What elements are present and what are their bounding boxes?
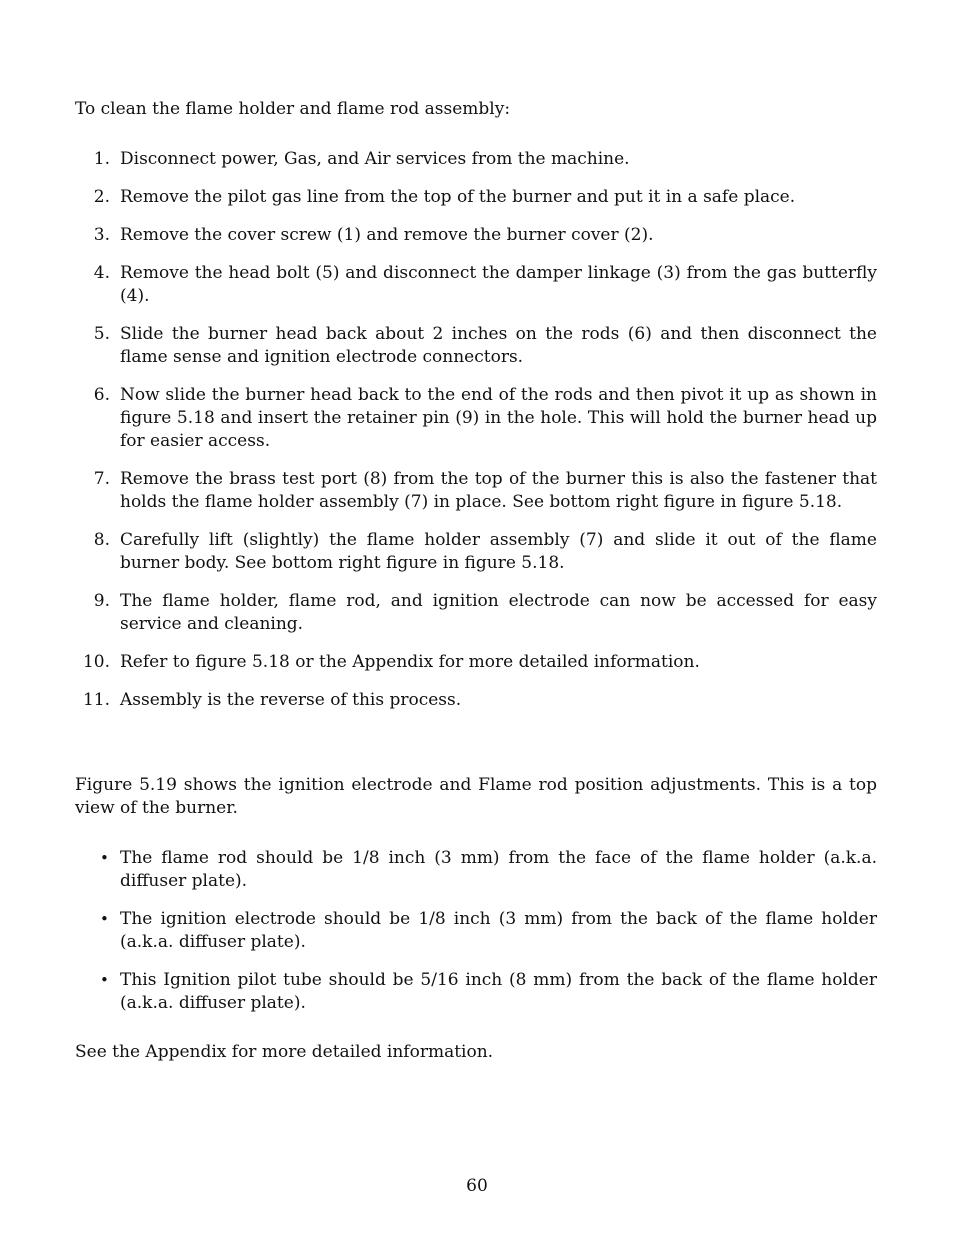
step-number: 4. [93,263,110,283]
step-item [75,323,877,369]
page-number: 60 [466,1176,488,1196]
bullet-icon: • [100,910,109,928]
step-number: 6. [93,385,110,405]
bullet-item [75,847,877,893]
step-text: The flame holder, flame rod, and ignition electrode can now be accessed for easy service and cleaning. [120,591,877,634]
step-item [75,186,877,209]
cleaning-steps-list [75,148,877,727]
step-text: Assembly is the reverse of this process. [120,690,462,710]
intro-paragraph: To clean the flame holder and flame rod assembly: [75,99,511,119]
step-text: Remove the pilot gas line from the top of the burner and put it in a safe place. [120,187,796,207]
step-number: 3. [93,225,110,245]
step-item [75,384,877,453]
step-text: Slide the burner head back about 2 inches on the rods (6) and then disconnect the flame sense and ignition electrode connectors. [120,324,877,367]
step-number: 2. [93,187,110,207]
bullet-text: The ignition electrode should be 1/8 inch (3 mm) from the back of the flame holder (a.k.a. diffuser plate). [120,909,877,952]
step-item [75,590,877,636]
step-item [75,468,877,514]
bullet-item [75,969,877,1015]
step-number: 8. [93,530,110,550]
step-number: 10. [82,652,110,672]
step-item [75,529,877,575]
step-text: Refer to figure 5.18 or the Appendix for more detailed information. [120,652,700,672]
step-item [75,689,877,712]
bullet-text: This Ignition pilot tube should be 5/16 inch (8 mm) from the back of the flame holder (a.k.a. diffuser plate). [120,970,877,1013]
bullet-icon: • [100,971,109,989]
bullet-text: The flame rod should be 1/8 inch (3 mm) from the face of the flame holder (a.k.a. diffuser plate). [120,848,877,891]
bullet-icon: • [100,849,109,867]
step-number: 5. [93,324,110,344]
step-item [75,224,877,247]
appendix-note: See the Appendix for more detailed information. [75,1042,494,1062]
step-item [75,148,877,171]
bullet-item [75,908,877,954]
step-text: Remove the cover screw (1) and remove the burner cover (2). [120,225,654,245]
step-number: 1. [93,149,110,169]
step-number: 11. [82,690,110,710]
step-number: 7. [93,469,110,489]
step-text: Carefully lift (slightly) the flame holder assembly (7) and slide it out of the flame burner body. See bottom right figure in figure 5.18. [120,530,877,573]
step-item [75,651,877,674]
step-text: Remove the head bolt (5) and disconnect the damper linkage (3) from the gas butterfly (4). [120,263,877,306]
step-text: Remove the brass test port (8) from the top of the burner this is also the fastener that holds the flame holder assembly (7) in place. See bottom right figure in figure 5.18. [120,469,877,512]
step-text: Disconnect power, Gas, and Air services from the machine. [120,149,630,169]
step-item [75,262,877,308]
step-number: 9. [93,591,110,611]
adjustment-bullet-list [75,847,877,1030]
step-text: Now slide the burner head back to the end of the rods and then pivot it up as shown in figure 5.18 and insert the retainer pin (9) in the hole. This will hold the burner head up for easier access. [120,385,877,451]
adjustments-paragraph: Figure 5.19 shows the ignition electrode and Flame rod position adjustments. This is a top view of the burner. [75,775,877,818]
